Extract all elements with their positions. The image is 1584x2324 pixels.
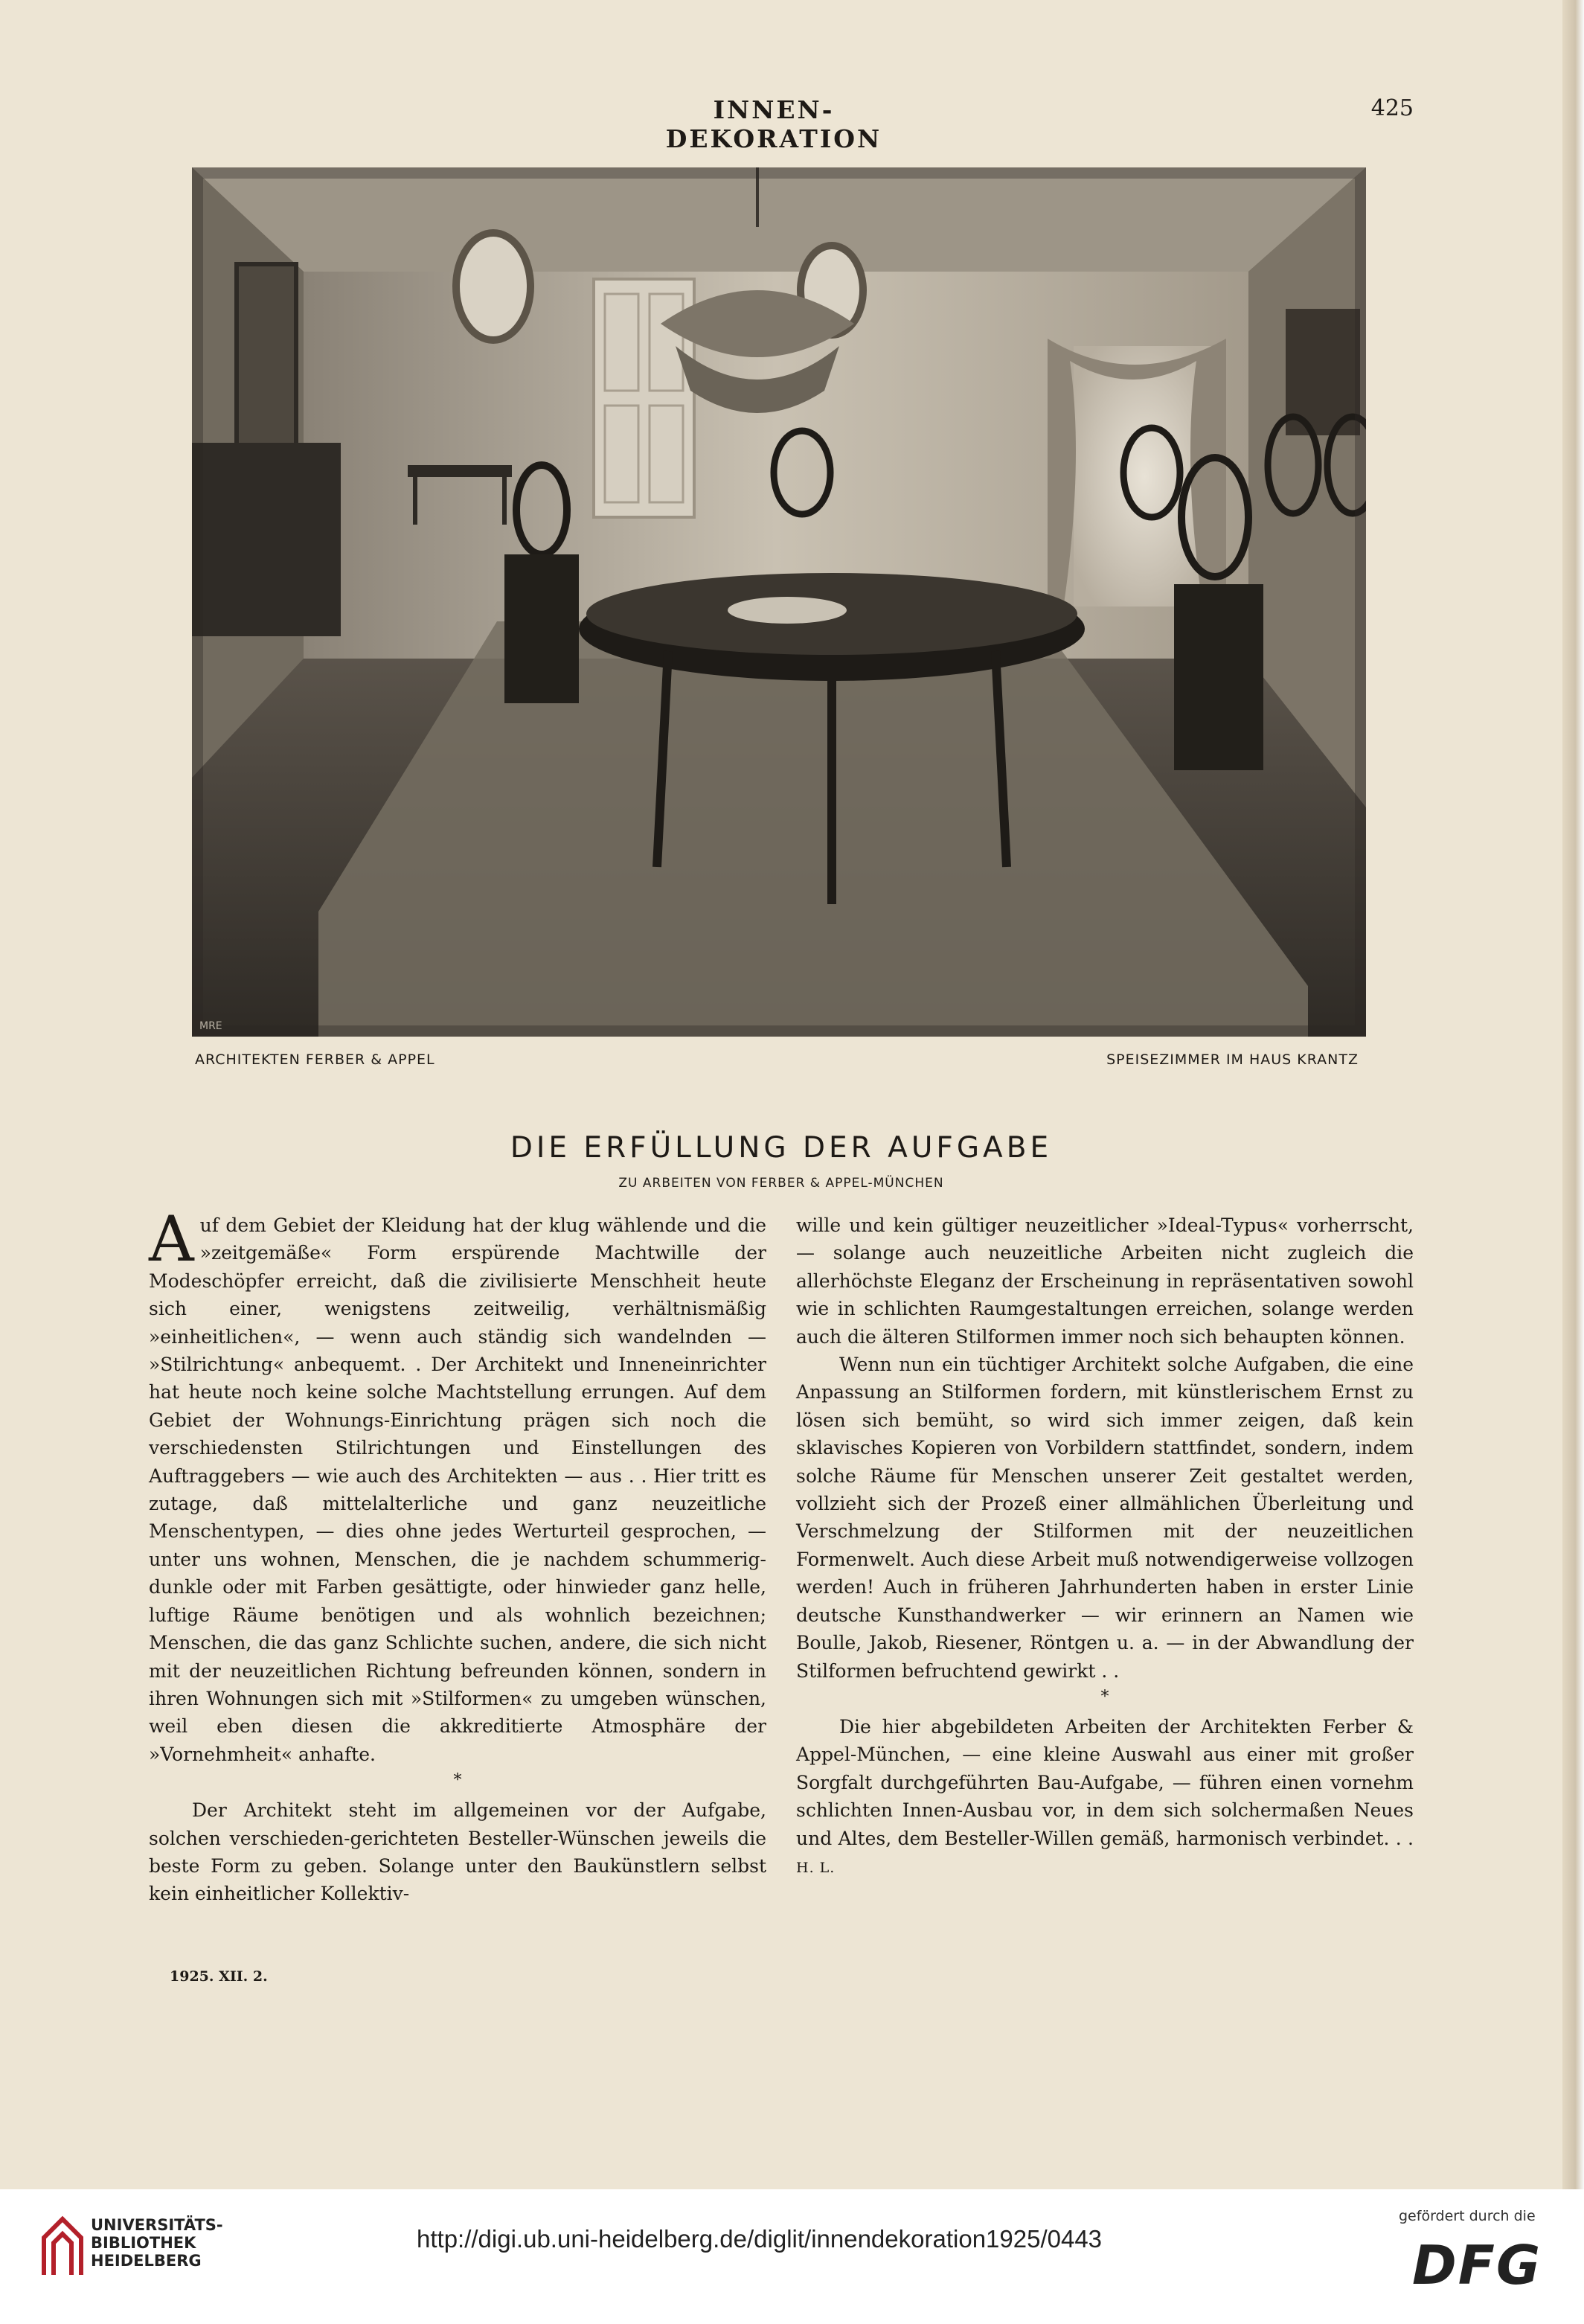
drop-cap: A	[149, 1203, 194, 1275]
sponsor-note: gefördert durch die	[1399, 2208, 1536, 2224]
section-divider-star-2: *	[1100, 1687, 1109, 1706]
photo-illustration	[192, 167, 1366, 1037]
page-edge	[1562, 0, 1584, 2189]
dining-room-photograph	[192, 167, 1366, 1037]
paragraph-2: Der Architekt steht im allgemeinen vor der Aufgabe, solchen verschieden-gerichteten Besteller-Wünschen jeweils die beste Form zu geben. Solange unter den Baukünstlern selbst kein einheitlicher Kollektiv-	[149, 1799, 766, 1905]
paragraph-3: wille und kein gültiger neuzeitlicher »Ideal-Typus« vorherrscht, — solange auch neuzeitliche Arbeiten nicht zugleich die allerhöchste Eleganz der Erscheinung in repräsentativen sowohl wie in schlichten Raumgestaltungen erreichen, solange werden auch die älteren Stilformen immer noch sich behaupten können.	[796, 1214, 1414, 1348]
paragraph-5	[796, 1713, 1414, 1882]
section-divider-star: *	[453, 1771, 462, 1790]
paragraph-1	[149, 1203, 766, 1768]
photo-caption-room: SPEISEZIMMER IM HAUS KRANTZ	[1106, 1051, 1359, 1068]
paragraph-4: Wenn nun ein tüchtiger Architekt solche Aufgaben, die eine Anpassung an Stilformen fordern, mit künstlerischem Ernst zu lösen sich bemüht, so wird sich immer zeigen, daß kein sklavisches Kopieren von Vorbildern stattfindet, sondern, indem solche Räume für Menschen unserer Zeit gestaltet werden, vollzieht sich der Prozeß einer allmählichen Überleitung und Verschmelzung der Stilformen mit der neuzeitlichen Formenwelt. Auch diese Arbeit muß notwendigerweise vollzogen werden! Auch in früheren Jahrhunderten haben in erster Linie deutsche Kunsthandwerker — wir erinnern an Namen wie Boulle, Jakob, Riesener, Röntgen u. a. — in der Abwandlung der Stilformen befruchtend gewirkt . .	[796, 1354, 1414, 1682]
running-header: INNEN-DEKORATION	[665, 95, 882, 153]
text-column-left	[149, 1203, 766, 1908]
library-logo-icon	[40, 2212, 85, 2279]
article-subtitle: ZU ARBEITEN VON FERBER & APPEL-MÜNCHEN	[618, 1176, 944, 1191]
paragraph-5-text: Die hier abgebildeten Arbeiten der Architekten Ferber & Appel-München, — eine kleine Auswahl aus einer mit großer Sorgfalt durchgeführten Bau-Aufgabe, — führen einen vornehm schlichten Innen-Ausbau vor, in dem sich solchermaßen Neues und Altes, dem Besteller-Willen gemäß, harmonisch verbindet. . .	[796, 1715, 1414, 1849]
photo-caption-architects: ARCHITEKTEN FERBER & APPEL	[195, 1051, 435, 1068]
photo-monogram: MRE	[199, 1020, 222, 1032]
article-title: DIE ERFÜLLUNG DER AUFGABE	[510, 1131, 1053, 1165]
author-initials: H. L.	[796, 1859, 836, 1876]
library-name: UNIVERSITÄTS- BIBLIOTHEK HEIDELBERG	[91, 2216, 223, 2270]
issue-marker: 1925. XII. 2.	[170, 1968, 268, 1985]
text-column-right	[796, 1211, 1414, 1882]
dfg-logo: DFG	[1412, 2234, 1542, 2296]
paragraph-1-text: uf dem Gebiet der Kleidung hat der klug wählende und die »zeitgemäße« Form erspürende Machtwille der Modeschöpfer erreicht, daß die zivilisierte Menschheit heute sich einer, wenigstens zeitweilig, verhältnismäßig »einheitlichen«, — wenn auch ständig sich wandelnden — »Stilrichtung« anbequemt. . Der Architekt und Inneneinrichter hat heute noch keine solche Machtstellung errungen. Auf dem Gebiet der Wohnungs-Einrichtung prägen sich noch die verschiedensten Stilrichtungen und Einstellungen des Auftraggebers — wie auch des Architekten — aus . . Hier tritt es zutage, daß mittelalterliche und ganz neuzeitliche Menschentypen, — dies ohne jedes Werturteil gesprochen, — unter uns wohnen, Menschen, die je nachdem schummerig-dunkle oder mit Farben gesättigte, oder hinwieder ganz helle, luftige Räume benötigen und als wohnlich bezeichnen; Menschen, die das ganz Schlichte suchen, andere, die sich nicht mit der neuzeitlichen Richtung befreunden können, sondern in ihren Wohnungen sich mit »Stilformen« zu umgeben wünschen, weil eben diesen die akkreditierte Atmosphäre der »Vornehmheit« anhafte.	[149, 1214, 766, 1765]
page-number: 425	[1370, 95, 1414, 121]
permalink-url[interactable]: http://digi.ub.uni-heidelberg.de/diglit/innendekoration1925/0443	[417, 2225, 1103, 2253]
